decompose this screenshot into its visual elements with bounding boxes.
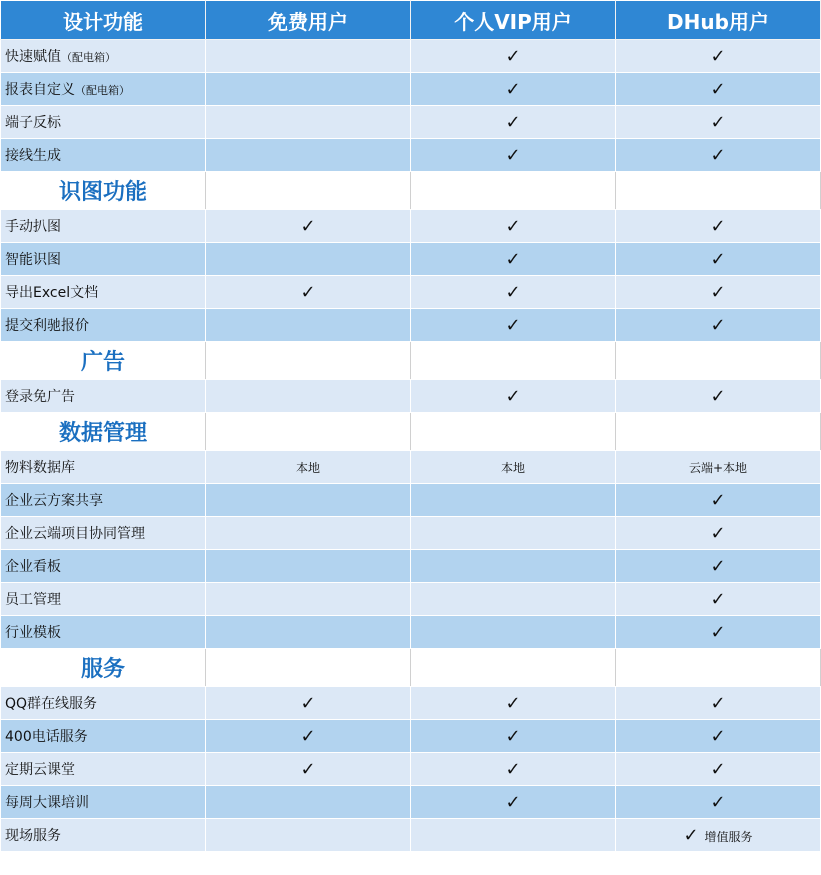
free-cell <box>206 687 411 720</box>
free-cell <box>206 616 411 649</box>
section-title: 广告 <box>1 342 206 380</box>
feature-name: 提交利驰报价 <box>1 309 206 342</box>
free-cell <box>206 484 411 517</box>
free-cell <box>206 786 411 819</box>
dhub-cell <box>616 583 821 616</box>
dhub-cell <box>616 687 821 720</box>
table-row <box>1 380 821 413</box>
feature-name: 物料数据库 <box>1 451 206 484</box>
empty-cell <box>616 413 821 451</box>
free-cell <box>206 210 411 243</box>
dhub-cell <box>616 819 821 852</box>
check-icon: ✓ <box>710 385 726 407</box>
empty-cell <box>411 413 616 451</box>
table-row <box>1 786 821 819</box>
empty-cell <box>206 413 411 451</box>
check-icon: ✓ <box>710 215 726 237</box>
dhub-cell <box>616 380 821 413</box>
feature-name: 报表自定义（配电箱） <box>1 73 206 106</box>
section-title: 服务 <box>1 649 206 687</box>
free-cell <box>206 720 411 753</box>
free-cell <box>206 517 411 550</box>
header-free-user: 免费用户 <box>206 1 411 40</box>
free-cell <box>206 73 411 106</box>
table-row <box>1 210 821 243</box>
check-icon: ✓ <box>710 314 726 336</box>
table-row <box>1 819 821 852</box>
free-cell <box>206 753 411 786</box>
table-row <box>1 276 821 309</box>
dhub-cell <box>616 616 821 649</box>
dhub-cell <box>616 243 821 276</box>
dhub-cell <box>616 139 821 172</box>
dhub-cell <box>616 720 821 753</box>
check-icon: ✓ <box>505 692 521 714</box>
header-vip-user: 个人VIP用户 <box>411 1 616 40</box>
feature-name: 行业模板 <box>1 616 206 649</box>
section-header-row <box>1 649 821 687</box>
table-row <box>1 139 821 172</box>
dhub-cell <box>616 40 821 73</box>
dhub-cell <box>616 309 821 342</box>
feature-name: 登录免广告 <box>1 380 206 413</box>
vip-cell <box>411 687 616 720</box>
vip-cell <box>411 40 616 73</box>
dhub-cell <box>616 484 821 517</box>
check-icon: ✓ <box>505 215 521 237</box>
dhub-cell <box>616 786 821 819</box>
section-header-row <box>1 172 821 210</box>
header-row <box>1 1 821 40</box>
header-design-features: 设计功能 <box>1 1 206 40</box>
check-icon: ✓ <box>710 725 726 747</box>
check-icon: ✓ <box>710 489 726 511</box>
feature-name: 导出Excel文档 <box>1 276 206 309</box>
section-title: 数据管理 <box>1 413 206 451</box>
table-row <box>1 73 821 106</box>
dhub-cell <box>616 276 821 309</box>
check-icon: ✓ <box>300 281 316 303</box>
check-icon: ✓ <box>710 791 726 813</box>
table-row <box>1 309 821 342</box>
check-icon: ✓ <box>710 78 726 100</box>
check-icon: ✓ <box>505 111 521 133</box>
feature-name: 定期云课堂 <box>1 753 206 786</box>
vip-cell <box>411 309 616 342</box>
empty-cell <box>411 342 616 380</box>
feature-name: 端子反标 <box>1 106 206 139</box>
vip-cell <box>411 139 616 172</box>
section-header-row <box>1 413 821 451</box>
dhub-cell <box>616 73 821 106</box>
table-row <box>1 243 821 276</box>
table-row <box>1 40 821 73</box>
feature-name: 现场服务 <box>1 819 206 852</box>
feature-name: 接线生成 <box>1 139 206 172</box>
check-icon: ✓ <box>710 692 726 714</box>
free-cell <box>206 243 411 276</box>
vip-cell <box>411 73 616 106</box>
check-icon: ✓ <box>505 281 521 303</box>
check-icon: ✓ <box>300 725 316 747</box>
dhub-cell <box>616 550 821 583</box>
dhub-cell: 云端+本地 <box>616 451 821 484</box>
table-row <box>1 616 821 649</box>
table-row <box>1 720 821 753</box>
vip-cell <box>411 720 616 753</box>
feature-name: 企业云端项目协同管理 <box>1 517 206 550</box>
check-icon: ✓ <box>505 385 521 407</box>
vip-cell <box>411 616 616 649</box>
check-icon: ✓ <box>300 215 316 237</box>
empty-cell <box>411 172 616 210</box>
check-icon: ✓ <box>710 45 726 67</box>
check-icon: ✓ <box>505 144 521 166</box>
free-cell <box>206 106 411 139</box>
feature-name: 每周大课培训 <box>1 786 206 819</box>
check-icon: ✓ <box>710 522 726 544</box>
empty-cell <box>206 342 411 380</box>
free-cell <box>206 819 411 852</box>
vip-cell <box>411 380 616 413</box>
free-cell <box>206 380 411 413</box>
check-icon: ✓ <box>505 725 521 747</box>
vip-cell <box>411 583 616 616</box>
check-icon: ✓ <box>505 791 521 813</box>
free-cell: 本地 <box>206 451 411 484</box>
feature-name: 员工管理 <box>1 583 206 616</box>
table-row <box>1 451 821 484</box>
vip-cell: 本地 <box>411 451 616 484</box>
vip-cell <box>411 210 616 243</box>
check-icon: ✓ <box>300 692 316 714</box>
check-icon: ✓ <box>710 144 726 166</box>
check-icon: ✓ <box>505 314 521 336</box>
empty-cell <box>616 342 821 380</box>
feature-name: 企业云方案共享 <box>1 484 206 517</box>
empty-cell <box>206 172 411 210</box>
feature-name: 400电话服务 <box>1 720 206 753</box>
free-cell <box>206 139 411 172</box>
check-icon: ✓ <box>710 248 726 270</box>
check-icon: ✓ <box>710 281 726 303</box>
check-icon: ✓ <box>710 588 726 610</box>
feature-name: QQ群在线服务 <box>1 687 206 720</box>
check-icon: ✓ <box>710 758 726 780</box>
table-row <box>1 687 821 720</box>
section-title: 识图功能 <box>1 172 206 210</box>
empty-cell <box>206 649 411 687</box>
vip-cell <box>411 106 616 139</box>
free-cell <box>206 309 411 342</box>
feature-name: 手动扒图 <box>1 210 206 243</box>
vip-cell <box>411 819 616 852</box>
value-added-service-note: 增值服务 <box>704 829 753 844</box>
vip-cell <box>411 517 616 550</box>
section-header-row <box>1 342 821 380</box>
empty-cell <box>616 649 821 687</box>
check-icon: ✓ <box>505 78 521 100</box>
table-row <box>1 106 821 139</box>
check-icon: ✓ <box>710 111 726 133</box>
vip-cell <box>411 786 616 819</box>
dhub-cell <box>616 517 821 550</box>
check-icon: ✓ <box>505 758 521 780</box>
dhub-cell <box>616 106 821 139</box>
empty-cell <box>411 649 616 687</box>
vip-cell <box>411 484 616 517</box>
table-row <box>1 550 821 583</box>
free-cell <box>206 276 411 309</box>
check-icon: ✓ <box>683 824 699 846</box>
dhub-cell <box>616 753 821 786</box>
table-row <box>1 517 821 550</box>
empty-cell <box>616 172 821 210</box>
header-dhub-user: DHub用户 <box>616 1 821 40</box>
free-cell <box>206 550 411 583</box>
vip-cell <box>411 243 616 276</box>
check-icon: ✓ <box>300 758 316 780</box>
free-cell <box>206 40 411 73</box>
check-icon: ✓ <box>505 45 521 67</box>
table-row <box>1 484 821 517</box>
vip-cell <box>411 276 616 309</box>
check-icon: ✓ <box>505 248 521 270</box>
check-icon: ✓ <box>710 621 726 643</box>
feature-name: 智能识图 <box>1 243 206 276</box>
vip-cell <box>411 753 616 786</box>
free-cell <box>206 583 411 616</box>
table-row <box>1 583 821 616</box>
table-row <box>1 753 821 786</box>
feature-name: 快速赋值（配电箱） <box>1 40 206 73</box>
check-icon: ✓ <box>710 555 726 577</box>
feature-name: 企业看板 <box>1 550 206 583</box>
vip-cell <box>411 550 616 583</box>
dhub-cell <box>616 210 821 243</box>
